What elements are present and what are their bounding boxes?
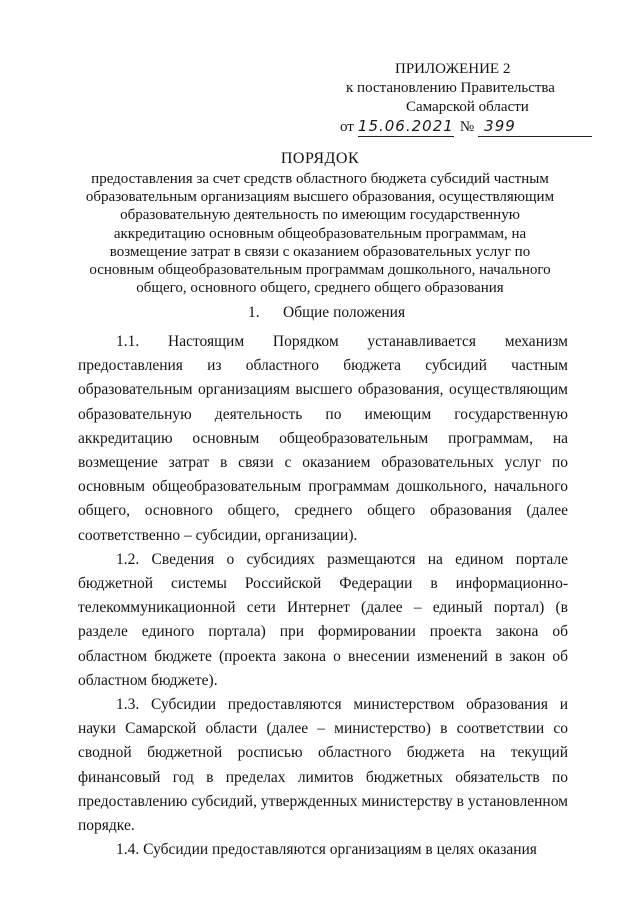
- subtitle-line: общего, основного общего, среднего общего образования: [136, 280, 504, 297]
- date-prefix: от: [340, 119, 354, 135]
- document-body: [78, 330, 568, 862]
- appendix-date-number-line: [300, 117, 600, 137]
- subtitle-line: предоставления за счет средств областного бюджета субсидий частным: [91, 171, 549, 187]
- paragraph-1-4: 1.4. Субсидии предоставляются организациям в целях оказания: [116, 841, 537, 859]
- subtitle-line: образовательным организациям высшего образования, осуществляющим: [85, 189, 555, 206]
- section-number: 1.: [248, 304, 260, 321]
- subtitle-line: основным общеобразовательным программам дошкольного, начального: [89, 262, 551, 279]
- subtitle-line: возмещение затрат в связи с оказанием образовательных услуг по: [109, 243, 531, 260]
- appendix-line-region: Самарской области: [406, 99, 529, 115]
- number-prefix: №: [459, 119, 475, 135]
- appendix-title: ПРИЛОЖЕНИЕ 2: [395, 61, 511, 77]
- document-title: ПОРЯДОК: [280, 150, 360, 167]
- paragraph-1-3: 1.3. Субсидии предоставляются министерством образования и науки Самарской области (далее – министерство) в соответствии со сводной бюджетной росписью областного бюджета на текущий финансовый год в пределах лимитов бюджетных обязательств по предоставлению субсидий, утвержденных министерству в установленном порядке.: [78, 696, 568, 835]
- handwritten-number: 399: [478, 117, 592, 137]
- paragraph-1-2: 1.2. Сведения о субсидиях размещаются на едином портале бюджетной системы Российской Федерации в информационно-телекоммуникационной сети Интернет (далее – единый портал) (в разделе единого портала) при формировании проекта закона об областном бюджете (проекта закона о внесении изменений в закон об областном бюджете).: [78, 550, 568, 689]
- paragraph-1-1: 1.1. Настоящим Порядком устанавливается механизм предоставления из областного бюджета субсидий частным образовательным организациям высшего образования, осуществляющим образовательную деятельность по имеющим государственную аккредитацию основным общеобразовательным программам, на возмещение затрат в связи с оказанием образовательных услуг по основным общеобразовательным программам дошкольного, начального общего, основного общего, среднего общего образования (далее соответственно – субсидии, организации).: [78, 333, 568, 544]
- appendix-block: [300, 60, 600, 137]
- handwritten-date: 15.06.2021: [357, 117, 454, 135]
- subtitle-line: образовательную деятельность по имеющим государственную: [120, 207, 520, 224]
- document-subtitle: [60, 170, 580, 297]
- subtitle-line: аккредитацию основным общеобразовательным программам, на: [113, 225, 527, 242]
- appendix-line-decree: к постановлению Правительства: [346, 80, 555, 96]
- section-title: Общие положения: [283, 304, 406, 321]
